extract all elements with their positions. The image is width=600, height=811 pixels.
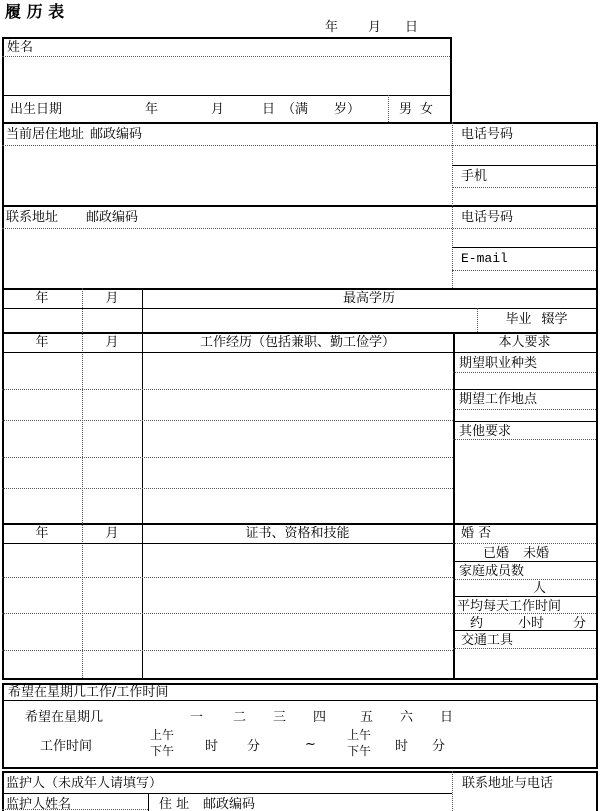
divider bbox=[452, 247, 596, 248]
graduation-options bbox=[477, 312, 596, 327]
work-year-header: 年 bbox=[35, 335, 49, 350]
divider bbox=[2, 56, 450, 57]
guardian-contact-field[interactable] bbox=[453, 793, 595, 811]
mobile-field[interactable] bbox=[453, 189, 595, 203]
email-field[interactable] bbox=[453, 272, 595, 286]
birth-year-label: 年 bbox=[145, 102, 159, 117]
divider bbox=[148, 793, 149, 811]
day-option-wed: 三 bbox=[273, 710, 287, 725]
guardian-postal-label: 邮政编码 bbox=[203, 797, 256, 811]
postal-code-label: 邮政编码 bbox=[86, 210, 139, 225]
divider bbox=[2, 613, 453, 614]
minute-unit-label: 分 bbox=[247, 739, 261, 754]
divider bbox=[2, 332, 598, 334]
approx-label: 约 bbox=[470, 616, 484, 631]
graduated-option: 毕业 bbox=[505, 312, 532, 327]
date-day-label: 日 bbox=[405, 20, 419, 35]
phone2-label: 电话号码 bbox=[461, 210, 514, 225]
divider bbox=[2, 457, 453, 458]
email-label: E-mail bbox=[461, 251, 508, 266]
desired-location-field[interactable] bbox=[454, 411, 595, 419]
minutes-unit-label: 分 bbox=[573, 616, 587, 631]
page-title: 履 历 表 bbox=[5, 2, 65, 21]
desired-location-label: 期望工作地点 bbox=[459, 392, 538, 407]
cert-year-header: 年 bbox=[35, 526, 49, 541]
divider bbox=[2, 543, 453, 544]
divider bbox=[453, 439, 596, 440]
day-option-sat: 六 bbox=[400, 710, 414, 725]
divider bbox=[453, 561, 596, 562]
divider bbox=[2, 700, 596, 701]
day-option-mon: 一 bbox=[190, 710, 204, 725]
work-time-label: 工作时间 bbox=[40, 739, 93, 754]
phone-label: 电话号码 bbox=[461, 127, 514, 142]
birth-date-label: 出生日期 bbox=[10, 102, 63, 117]
name-label: 姓名 bbox=[7, 40, 34, 55]
current-address-label: 当前居住地址 bbox=[6, 127, 85, 142]
family-unit-label: 人 bbox=[533, 581, 547, 596]
divider bbox=[453, 596, 596, 597]
work-month-header: 月 bbox=[105, 335, 119, 350]
divider bbox=[596, 771, 598, 811]
birth-day-label: 日 bbox=[262, 102, 276, 117]
hours-unit-label: 小时 bbox=[518, 616, 545, 631]
phone-field[interactable] bbox=[453, 147, 595, 163]
divider bbox=[453, 613, 596, 614]
divider bbox=[2, 389, 453, 390]
cert-month-header: 月 bbox=[105, 526, 119, 541]
divider bbox=[388, 95, 389, 122]
guardian-section-header: 监护人（未成年人请填写） bbox=[6, 776, 163, 791]
day-option-tue: 二 bbox=[233, 710, 247, 725]
gender-male-option: 男 bbox=[399, 102, 413, 117]
guardian-name-label: 监护人姓名 bbox=[6, 797, 72, 811]
birth-month-label: 月 bbox=[211, 102, 225, 117]
schedule-section-header: 希望在星期几工作/工作时间 bbox=[8, 685, 169, 700]
date-month-label: 月 bbox=[368, 20, 382, 35]
divider bbox=[2, 767, 598, 769]
guardian-contact-header: 联系地址与电话 bbox=[462, 776, 554, 791]
name-field[interactable] bbox=[4, 58, 448, 93]
divider bbox=[453, 630, 596, 631]
divider bbox=[452, 270, 596, 271]
divider bbox=[596, 122, 598, 678]
day-option-fri: 五 bbox=[360, 710, 374, 725]
am-option-2: 上午 bbox=[347, 728, 372, 742]
minute-unit-label-2: 分 bbox=[432, 739, 446, 754]
certificates-rows[interactable] bbox=[3, 545, 452, 676]
tilde-separator: ~ bbox=[305, 737, 316, 752]
married-option: 已婚 bbox=[483, 546, 510, 561]
education-entry-field[interactable] bbox=[143, 310, 475, 330]
divider bbox=[2, 37, 452, 39]
desired-job-type-label: 期望职业种类 bbox=[459, 356, 538, 371]
divider bbox=[2, 205, 598, 207]
divider bbox=[2, 308, 596, 309]
work-history-rows[interactable] bbox=[3, 353, 452, 522]
work-history-header: 工作经历（包括兼职、勤工俭学） bbox=[199, 335, 395, 350]
divider bbox=[2, 771, 598, 773]
current-address-field[interactable] bbox=[4, 147, 450, 203]
am-option: 上午 bbox=[150, 728, 175, 742]
transport-field[interactable] bbox=[454, 650, 595, 676]
divider bbox=[2, 683, 4, 767]
other-requirements-field[interactable] bbox=[454, 441, 595, 521]
avg-work-hours-label: 平均每天工作时间 bbox=[457, 599, 562, 614]
day-option-sun: 日 bbox=[440, 710, 454, 725]
divider bbox=[2, 523, 598, 525]
divider bbox=[453, 543, 596, 544]
education-month-header: 月 bbox=[105, 291, 119, 306]
divider bbox=[2, 420, 453, 421]
divider bbox=[2, 488, 453, 489]
divider bbox=[2, 650, 453, 651]
desired-job-type-field[interactable] bbox=[454, 374, 595, 387]
divider bbox=[452, 165, 596, 166]
postal-code-label: 邮政编码 bbox=[90, 127, 143, 142]
divider bbox=[2, 95, 450, 96]
divider bbox=[2, 122, 598, 124]
divider bbox=[453, 648, 596, 649]
phone2-field[interactable] bbox=[453, 230, 595, 245]
marital-status-label: 婚 否 bbox=[461, 526, 492, 541]
divider bbox=[2, 577, 453, 578]
mobile-label: 手机 bbox=[461, 169, 488, 184]
divider bbox=[453, 409, 596, 410]
guardian-address-label: 住 址 bbox=[159, 797, 190, 811]
date-year-label: 年 bbox=[325, 20, 339, 35]
pm-option-2: 下午 bbox=[347, 744, 372, 758]
divider bbox=[453, 389, 596, 390]
divider bbox=[2, 809, 148, 810]
contact-address-field[interactable] bbox=[4, 230, 450, 286]
guardian-name-field[interactable] bbox=[3, 795, 147, 809]
education-year-header: 年 bbox=[35, 291, 49, 306]
divider bbox=[452, 187, 596, 188]
personal-requirements-header: 本人要求 bbox=[498, 335, 551, 350]
divider bbox=[453, 421, 596, 422]
gender-female-option: 女 bbox=[420, 102, 434, 117]
divider bbox=[2, 228, 596, 229]
age-paren-close: 岁） bbox=[334, 102, 361, 117]
divider bbox=[2, 145, 596, 146]
transport-label: 交通工具 bbox=[461, 633, 514, 648]
divider bbox=[2, 678, 598, 680]
hour-unit-label: 时 bbox=[205, 739, 219, 754]
divider bbox=[2, 793, 452, 794]
certificates-header: 证书、资格和技能 bbox=[245, 526, 350, 541]
hour-unit-label-2: 时 bbox=[395, 739, 409, 754]
preferred-days-label: 希望在星期几 bbox=[25, 710, 104, 725]
day-option-thu: 四 bbox=[313, 710, 327, 725]
single-option: 未婚 bbox=[523, 546, 550, 561]
age-paren-open: （满 bbox=[282, 102, 309, 117]
contact-address-label: 联系地址 bbox=[6, 210, 59, 225]
dropout-option: 辍学 bbox=[541, 312, 568, 327]
divider bbox=[450, 37, 452, 122]
divider bbox=[453, 579, 596, 580]
divider bbox=[453, 372, 596, 373]
divider bbox=[596, 683, 598, 767]
family-members-label: 家庭成员数 bbox=[459, 564, 525, 579]
divider bbox=[2, 288, 598, 290]
pm-option: 下午 bbox=[150, 744, 175, 758]
education-header: 最高学历 bbox=[342, 291, 395, 306]
other-requirements-label: 其他要求 bbox=[459, 424, 512, 439]
